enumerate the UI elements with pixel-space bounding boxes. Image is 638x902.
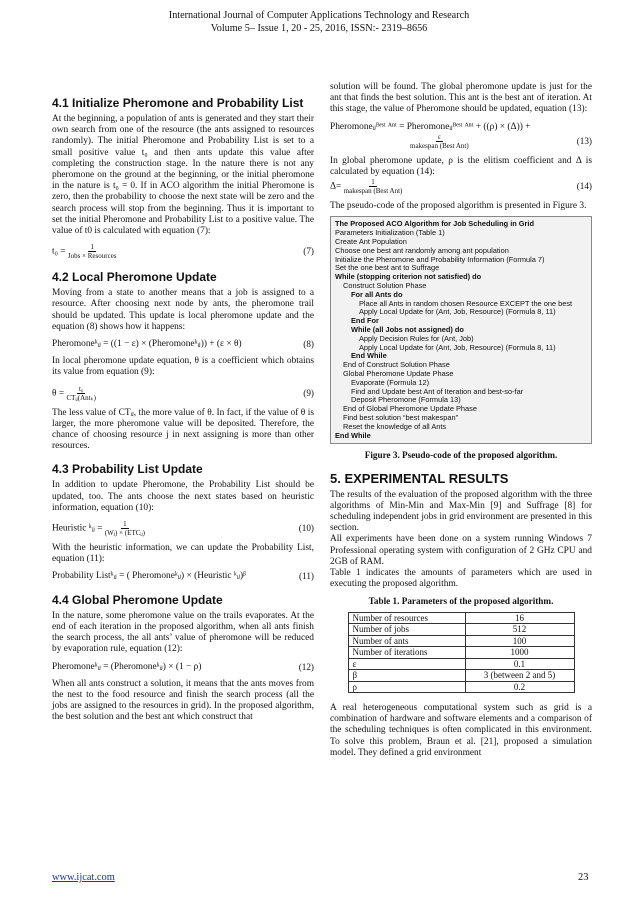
eq10-lhs: Heuristic ᵏᵢⱼ = (52, 523, 103, 534)
pseudo-code-figure (330, 216, 592, 444)
eq8-number: (8) (303, 339, 314, 350)
right-column (330, 82, 592, 759)
eq13-fraction: $\frac{\varepsilon}{\text{makespan (Best Ant)}}$ (410, 132, 469, 150)
paragraph: All experiments have been done on a system running Windows 7 Professional operating system with configuration of 2 GHz CPU and 2GB of RAM. (330, 534, 592, 567)
pseudo-code-line: For all Ants do (351, 290, 403, 299)
eq10-number: (10) (298, 522, 314, 533)
paragraph: With the heuristic information, we can update the Probability List, equation (11): (52, 543, 314, 565)
pseudo-code-line: Construct Solution Phase (343, 282, 427, 290)
eq9-lhs: θ = (52, 388, 65, 399)
pseudo-code-line: While (all Jobs not assigned) do (351, 325, 464, 334)
figure-3-caption: Figure 3. Pseudo-code of the proposed algorithm. (364, 450, 558, 461)
section-4-3-heading: 4.3 Probability List Update (52, 462, 203, 477)
parameter-value: 100 (465, 635, 574, 647)
section-4-4-heading: 4.4 Global Pheromone Update (52, 592, 223, 607)
pseudo-code-line: Find best solution “best makespan” (343, 413, 459, 422)
pseudo-code-line: End While (335, 431, 371, 440)
table-row (348, 658, 574, 670)
section-5-heading: 5. EXPERIMENTAL RESULTS (330, 470, 509, 486)
journal-header (0, 10, 638, 35)
equation-8 (52, 339, 314, 350)
pseudo-code-line: Apply Local Update for (Ant, Job, Resource) (Formula 8, 11) (359, 343, 556, 352)
table-1-caption: Table 1. Parameters of the proposed algorithm. (368, 596, 554, 607)
paragraph: The pseudo-code of the proposed algorithm is presented in Figure 3. (330, 201, 587, 212)
pseudo-code-line: Apply Local Update for (Ant, Job, Resource) (Formula 8, 11) (359, 308, 556, 317)
table-row (348, 635, 574, 647)
paragraph: In global pheromone update, ρ is the elitism coefficient and Δ is calculated by equation (14): (330, 155, 592, 178)
eq14-fraction: $\frac{1}{\text{makespan (Best Ant)}}$ (343, 178, 403, 196)
pseudo-code-line: Set the one best ant to Suffrage (335, 264, 440, 273)
eq11-body: Probability Listᵏᵢⱼ = ( Pheromoneᵏᵢⱼ) × (Heuristic ᵏᵢⱼ)ᵝ (52, 571, 246, 582)
eq8-body: Pheromoneᵏᵢⱼ = ((1 − ε) × (Pheromoneᵏᵢⱼ)) + (ε × θ) (52, 339, 242, 350)
pseudo-code-line: Apply Decision Rules for (Ant, Job) (359, 334, 474, 343)
paragraph: The less value of CTᵢⱼ, the more value of θ. In fact, if the value of θ is larger, the more pheromone value will be deposited. Therefore, the chance of choosing resource j in next assigning is more than other resources. (52, 407, 314, 452)
eq12-body: Pheromoneᵏᵢⱼ = (Pheromoneᵏᵢⱼ) × (1 − ρ) (52, 661, 202, 672)
parameter-name: Number of iterations (348, 647, 465, 659)
parameter-value: 0.1 (465, 658, 574, 670)
table-row (348, 647, 574, 659)
pseudo-code-line: End of Global Pheromone Update Phase (343, 405, 477, 414)
journal-url-link[interactable]: www.ijcat.com (52, 872, 115, 883)
eq9-fraction: $\frac{\text{t₀}}{\text{CTᵢⱼ(Antₖ)}}$ (66, 384, 96, 402)
equation-14 (330, 178, 592, 195)
paragraph: In addition to update Pheromone, the Probability List should be updated, too. The ants choose the next states based on heuristic information, equation (10): (52, 480, 314, 513)
pseudo-code-line: End of Construct Solution Phase (343, 361, 450, 370)
eq12-number: (12) (298, 661, 314, 672)
pseudo-code-line: End For (351, 317, 379, 326)
equation-7 (52, 243, 314, 260)
journal-volume: Volume 5– Issue 1, 20 - 25, 2016, ISSN:- 2319–8656 (210, 22, 428, 34)
pseudo-code-line: Evaporate (Formula 12) (351, 378, 430, 387)
paragraph: At the beginning, a population of ants is generated and they start their own search from one of the resource (the ants assigned to resources randomly). The initial Pheromone and Probability List is set to a small positive value t₀ and then ants update this value after completing the construction stage. In the nature there is not any pheromone on the ground at the beginning, or the initial pheromone in the nature is t₀ = 0. If in ACO algorithm the initial Pheromone is zero, then the probability to choose the next state will be zero and the search process will stop from the beginning. Thus it is important to set the initial Pheromone and Probability List to a positive value. The value of t0 is calculated with equation (7): (52, 114, 314, 237)
pseudo-code-line: The Proposed ACO Algorithm for Job Scheduling in Grid (335, 220, 535, 229)
parameter-value: 512 (465, 624, 574, 636)
section-4-2-heading: 4.2 Local Pheromone Update (52, 270, 217, 285)
eq10-fraction: $\frac{1}{\text{(Wⱼ) × (ETCᵢⱼ)}}$ (104, 520, 146, 538)
paragraph: In local pheromone update equation, θ is a coefficient which obtains its value from equation (9): (52, 356, 314, 378)
table-row (348, 612, 574, 624)
paragraph: The results of the evaluation of the proposed algorithm with the three algorithms of Min-Min and Max-Min [9] and Suffrage [8] for scheduling independent jobs in grid environment are presented in this section. (330, 489, 592, 534)
left-column (52, 96, 314, 724)
table-row (348, 624, 574, 636)
paragraph: Table 1 indicates the amounts of parameters which are used in executing the proposed algorithm. (330, 567, 592, 590)
pseudo-code-line: Parameters Initialization (Table 1) (335, 229, 445, 238)
equation-12 (52, 662, 314, 673)
eq7-lhs: t₀ = (52, 246, 66, 257)
pseudo-code-line: End While (351, 352, 387, 361)
parameter-name: β (348, 670, 465, 682)
pseudo-code-line: Create Ant Population (335, 238, 407, 247)
pseudo-code-line: Initialize the Pheromone and Probability Information (Formula 7) (335, 255, 545, 264)
parameter-value: 3 (between 2 and 5) (465, 670, 574, 682)
pseudo-code-line: Place all Ants in random chosen Resource EXCEPT the one best (359, 299, 573, 308)
equation-11 (52, 571, 314, 582)
eq13-line1: Pheromoneᵢⱼᴮᵉˢᵗ ᴬⁿᵗ = Pheromoneᵢⱼᴮᵉˢᵗ ᴬⁿᵗ + ((ρ) × (Δ)) + (330, 121, 531, 132)
paragraph: In the nature, some pheromone value on the trails evaporates. At the end of each iteration in the proposed algorithm, when all ants finish the search process, the all ants’ value of pheromone will be reduced by evaporation rule, equation (12): (52, 610, 314, 655)
pseudo-code-line: Reset the knowledge of all Ants (343, 422, 447, 431)
pseudo-code-line: Deposit Pheromone (Formula 13) (351, 396, 461, 405)
parameter-name: ρ (348, 681, 465, 693)
equation-13 (330, 122, 592, 150)
eq11-number: (11) (299, 571, 314, 582)
table-row (348, 681, 574, 693)
paragraph: A real heterogeneous computational system such as grid is a combination of hardware and software elements and a comparison of the scheduling techniques is often complicated in this environment. To solve this problem, Braun et al. [21], proposed a simulation model. They defined a grid environment (330, 703, 592, 758)
table-row (348, 670, 574, 682)
paragraph: Moving from a state to another means that a job is assigned to a resource. After choosing next node by ants, the pheromone trail should be updated. This update is local pheromone update and the equation (8) shows how it happens: (52, 288, 314, 332)
equation-10 (52, 520, 314, 537)
parameter-name: ε (348, 658, 465, 670)
page-number: 23 (578, 872, 589, 883)
eq13-number: (13) (576, 135, 592, 146)
paragraph: When all ants construct a solution, it means that the ants moves from the nest to the food resource and finish the search process (all the jobs are assigned to the resources in grid). In the proposed algorithm, the best solution and the best ant which construct that (52, 678, 314, 723)
journal-title: International Journal of Computer Applications Technology and Research (168, 10, 470, 21)
parameter-name: Number of jobs (348, 624, 465, 636)
parameter-value: 0.2 (465, 681, 574, 693)
section-4-1-heading: 4.1 Initialize Pheromone and Probability List (52, 96, 304, 110)
parameters-table (348, 612, 575, 694)
parameter-value: 16 (465, 612, 574, 624)
eq14-lhs: Δ= (330, 181, 342, 192)
eq7-fraction: $\frac{1}{\text{Jobs × Resources}}$ (67, 243, 117, 261)
pseudo-code-line: While (stopping criterion not satisfied) do (335, 273, 482, 282)
parameter-name: Number of ants (348, 635, 465, 647)
paragraph: solution will be found. The global pheromone update is just for the ant that finds the best solution. This ant is the best ant of iteration. At this stage, the value of Pheromone should be updated, equation (13): (330, 82, 592, 115)
eq9-number: (9) (303, 387, 314, 398)
pseudo-code-line: Find and Update best Ant of Iteration and best-so-far (351, 387, 524, 396)
pseudo-code-line: Choose one best ant randomly among ant population (335, 246, 509, 255)
parameter-value: 1000 (465, 647, 574, 659)
eq7-number: (7) (303, 246, 314, 257)
eq14-number: (14) (576, 181, 592, 192)
equation-9 (52, 385, 314, 402)
pseudo-code-line: Global Pheromone Update Phase (343, 369, 454, 378)
parameter-name: Number of resources (348, 612, 465, 624)
